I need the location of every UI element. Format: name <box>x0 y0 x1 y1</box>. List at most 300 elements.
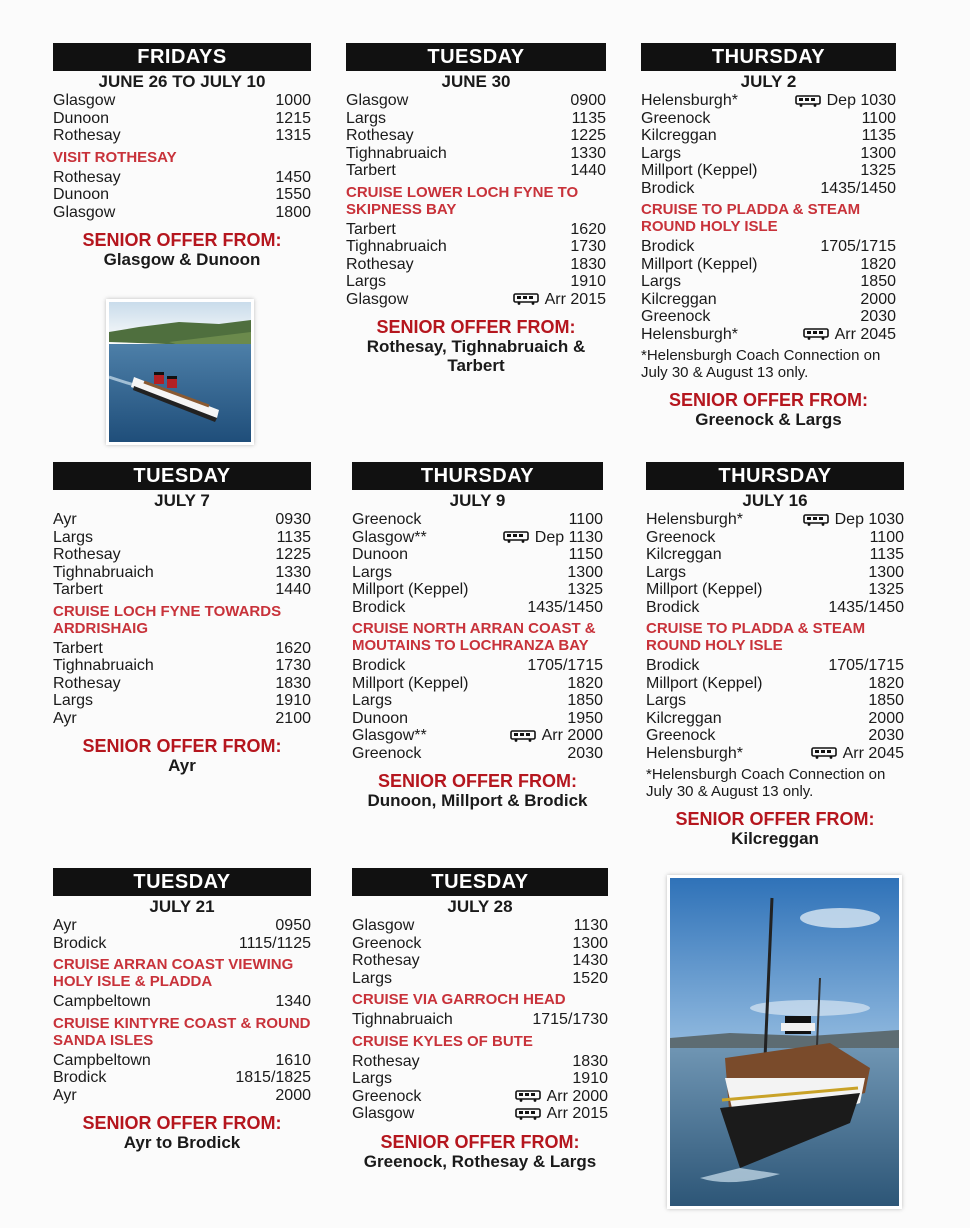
time-value: 1135 <box>276 528 311 546</box>
stop-name: Greenock <box>352 1087 422 1105</box>
paddle-steamer-at-sea-photo <box>109 302 251 442</box>
time-value: 2030 <box>567 744 603 762</box>
time-value: 0930 <box>275 511 311 528</box>
coach-icon <box>803 328 829 340</box>
senior-offer <box>352 1132 608 1171</box>
time-value: 1705/1715 <box>527 657 603 674</box>
stop-name: Ayr <box>53 511 77 528</box>
senior-offer-ports: Ayr <box>168 756 196 775</box>
stop-name: Campbeltown <box>53 993 151 1010</box>
time-cell <box>572 1070 608 1088</box>
stop-name: Greenock <box>352 744 422 762</box>
senior-offer-ports: Glasgow & Dunoon <box>103 250 261 269</box>
stop-name: Largs <box>646 563 687 581</box>
time-cell <box>862 110 896 128</box>
stop-name: Rothesay <box>346 127 414 144</box>
coach-note: *Helensburgh Coach Connection on July 30 & August 13 only. <box>646 766 886 800</box>
stop-name: Largs <box>646 692 687 709</box>
timetable-row <box>53 993 311 1011</box>
timetable-row <box>352 511 603 529</box>
timetable-row <box>352 727 603 745</box>
time-cell <box>868 675 904 693</box>
timetable-row <box>352 564 603 582</box>
section-thursday-july2 <box>641 43 896 429</box>
timetable-row <box>641 110 896 128</box>
time-cell <box>803 326 896 344</box>
senior-offer <box>352 771 603 810</box>
time-value: 1800 <box>275 203 311 221</box>
time-cell <box>870 546 904 564</box>
time-cell <box>870 529 904 547</box>
time-cell <box>275 511 311 529</box>
timetable-row <box>641 145 896 163</box>
time-cell <box>275 546 311 564</box>
time-value: 0950 <box>275 917 311 934</box>
time-value: 1300 <box>868 563 904 581</box>
time-value: 1815/1825 <box>235 1069 311 1086</box>
time-cell <box>795 92 896 110</box>
day-header: TUESDAY <box>346 43 606 71</box>
time-value: 2000 <box>860 290 896 308</box>
timetable-row <box>646 657 904 675</box>
time-value: 1715/1730 <box>532 1011 608 1028</box>
time-cell <box>275 993 311 1011</box>
stop-name: Rothesay <box>53 127 121 144</box>
coach-icon <box>513 293 539 305</box>
time-cell <box>570 127 606 145</box>
timetable-row <box>53 204 311 222</box>
time-cell <box>275 710 311 728</box>
senior-offer-ports: Greenock, Rothesay & Largs <box>363 1151 597 1171</box>
stop-name: Brodick <box>646 657 700 674</box>
stop-name: Dunoon <box>53 186 110 203</box>
time-value: 1850 <box>567 692 603 709</box>
date-heading: JULY 7 <box>154 491 210 510</box>
time-cell <box>515 1088 608 1106</box>
time-cell <box>275 675 311 693</box>
stop-name: Helensburgh* <box>641 92 738 109</box>
stop-name: Brodick <box>352 598 406 616</box>
time-value: 1435/1450 <box>828 598 904 616</box>
time-value: 1325 <box>868 581 904 598</box>
time-cell <box>828 657 904 675</box>
stop-name: Tarbert <box>53 581 103 598</box>
time-value: 1910 <box>275 692 311 709</box>
time-cell <box>275 692 311 710</box>
timetable-row <box>646 581 904 599</box>
time-cell <box>860 162 896 180</box>
time-cell <box>503 529 603 547</box>
date-heading: JUNE 26 TO JULY 10 <box>98 72 266 91</box>
date-heading: JULY 21 <box>149 897 215 916</box>
timetable-row <box>646 511 904 529</box>
stop-name: Glasgow <box>352 917 415 934</box>
time-value: 1620 <box>275 639 311 657</box>
time-cell <box>275 640 311 658</box>
senior-offer-ports: Kilcreggan <box>731 829 819 848</box>
section-tuesday-july21 <box>53 868 311 1152</box>
time-value: 1325 <box>860 162 896 179</box>
timetable-row <box>53 92 311 110</box>
time-cell <box>570 92 606 110</box>
time-value: 1135 <box>861 127 896 144</box>
coach-icon <box>803 514 829 526</box>
time-value: 1215 <box>275 109 311 127</box>
time-value: Arr 2045 <box>834 325 896 343</box>
timetable-row <box>346 221 606 239</box>
time-value: 1730 <box>570 238 606 255</box>
time-cell <box>570 221 606 239</box>
senior-offer-ports: Ayr to Brodick <box>123 1133 241 1152</box>
time-cell <box>570 238 606 256</box>
time-cell <box>860 145 896 163</box>
time-value: Arr 2000 <box>541 727 603 744</box>
timetable-row <box>53 186 311 204</box>
stop-name: Glasgow <box>352 1105 415 1122</box>
stop-name: Millport (Keppel) <box>646 674 763 692</box>
time-value: 1440 <box>570 162 606 179</box>
time-cell <box>567 581 603 599</box>
senior-offer <box>646 809 904 848</box>
timetable-row <box>53 710 311 728</box>
timetable-row <box>53 657 311 675</box>
time-value: 0900 <box>570 92 606 109</box>
section-tuesday-july28 <box>352 868 608 1171</box>
time-cell <box>570 162 606 180</box>
time-value: 1300 <box>860 144 896 162</box>
cruise-heading: CRUISE LOCH FYNE TOWARDS ARDRISHAIG <box>53 602 282 637</box>
stop-name: Glasgow <box>346 92 409 109</box>
timetable-row <box>646 564 904 582</box>
stop-name: Helensburgh* <box>641 325 738 343</box>
date-heading: JULY 2 <box>740 72 797 91</box>
time-value: 1850 <box>868 692 904 709</box>
time-value: 1440 <box>275 581 311 598</box>
time-cell <box>275 1052 311 1070</box>
time-cell <box>572 1053 608 1071</box>
stop-name: Rothesay <box>346 255 414 273</box>
senior-offer <box>53 1113 311 1152</box>
time-cell <box>868 564 904 582</box>
time-value: 1910 <box>572 1070 608 1087</box>
day-header: TUESDAY <box>352 868 608 896</box>
timetable-row <box>352 952 608 970</box>
time-value: 1135 <box>869 546 904 563</box>
timetable-row <box>53 1087 311 1105</box>
timetable-row <box>352 1011 608 1029</box>
time-cell <box>275 657 311 675</box>
timetable-row <box>53 581 311 599</box>
time-cell <box>567 675 603 693</box>
timetable-row <box>352 970 608 988</box>
coach-note: *Helensburgh Coach Connection on July 30 & August 13 only. <box>641 347 881 381</box>
timetable-row <box>641 127 896 145</box>
stop-name: Brodick <box>641 179 695 197</box>
time-cell <box>868 581 904 599</box>
time-cell <box>275 127 311 145</box>
time-value: 1435/1450 <box>527 598 603 616</box>
timetable-row <box>641 291 896 309</box>
timetable-row <box>352 546 603 564</box>
timetable-row <box>646 599 904 617</box>
stop-name: Largs <box>346 109 387 127</box>
time-cell <box>567 564 603 582</box>
time-value: 2000 <box>275 1086 311 1104</box>
time-value: 1330 <box>275 563 311 581</box>
cruise-heading: CRUISE KYLES OF BUTE <box>352 1032 533 1050</box>
time-cell <box>275 186 311 204</box>
timetable-row <box>346 291 606 309</box>
time-cell <box>868 710 904 728</box>
day-header: FRIDAYS <box>53 43 311 71</box>
date-heading: JULY 9 <box>449 491 506 510</box>
time-value: 1100 <box>869 528 904 546</box>
senior-offer-label: SENIOR OFFER FROM: <box>675 809 875 829</box>
stop-name: Ayr <box>53 709 77 727</box>
cruise-heading: CRUISE KINTYRE COAST & ROUND SANDA ISLES <box>53 1014 311 1049</box>
time-cell <box>510 727 603 745</box>
senior-offer-label: SENIOR OFFER FROM: <box>82 736 282 756</box>
stop-name: Brodick <box>53 1069 107 1086</box>
stop-name: Brodick <box>646 598 700 616</box>
time-value: 1100 <box>568 511 603 528</box>
time-value: 1225 <box>570 127 606 144</box>
timetable-row <box>346 127 606 145</box>
timetable-row <box>53 935 311 953</box>
stop-name: Millport (Keppel) <box>641 162 758 179</box>
timetable-row <box>346 162 606 180</box>
time-cell <box>570 256 606 274</box>
senior-offer-ports: Dunoon, Millport & Brodick <box>367 791 588 810</box>
day-header: TUESDAY <box>53 868 311 896</box>
date-heading: JULY 28 <box>447 897 513 916</box>
time-value: 1150 <box>568 546 603 563</box>
steamer-photo-small <box>106 299 254 445</box>
stop-name: Dunoon <box>352 709 409 727</box>
timetable-row <box>352 1053 608 1071</box>
day-header: THURSDAY <box>352 462 603 490</box>
time-cell <box>572 970 608 988</box>
timetable-row <box>641 273 896 291</box>
timetable-row <box>346 273 606 291</box>
time-cell <box>527 657 603 675</box>
stop-name: Tarbert <box>53 639 103 657</box>
time-value: 1820 <box>860 255 896 273</box>
time-cell <box>570 145 606 163</box>
stop-name: Glasgow <box>346 290 409 308</box>
timetable-row <box>352 935 608 953</box>
time-cell <box>275 917 311 935</box>
stop-name: Largs <box>346 273 387 290</box>
time-cell <box>820 238 896 256</box>
timetable-row <box>352 710 603 728</box>
time-value: 2100 <box>275 709 311 727</box>
time-value: 1330 <box>570 144 606 162</box>
time-cell <box>275 1087 311 1105</box>
time-value: 1730 <box>275 657 311 674</box>
time-value: Dep 1030 <box>834 511 904 528</box>
stop-name: Millport (Keppel) <box>352 581 469 598</box>
time-cell <box>868 692 904 710</box>
stop-name: Greenock <box>352 934 422 952</box>
timetable-row <box>346 238 606 256</box>
time-value: 1705/1715 <box>820 238 896 255</box>
timetable-row <box>641 180 896 198</box>
time-cell <box>803 511 904 529</box>
time-value: 1520 <box>572 969 608 987</box>
time-value: 1830 <box>572 1052 608 1070</box>
time-cell <box>275 169 311 187</box>
stop-name: Rothesay <box>53 546 121 563</box>
timetable-row <box>53 692 311 710</box>
paddle-steamer-bow-photo <box>670 878 899 1206</box>
time-value: 1830 <box>275 674 311 692</box>
time-value: Arr 2015 <box>546 1105 608 1122</box>
time-cell <box>811 745 904 763</box>
time-value: 1910 <box>570 273 606 290</box>
stop-name: Glasgow <box>53 92 116 109</box>
stop-name: Greenock <box>352 511 422 528</box>
stop-name: Millport (Keppel) <box>646 581 763 598</box>
time-value: Dep 1130 <box>534 528 603 546</box>
time-cell <box>275 581 311 599</box>
timetable-row <box>352 1070 608 1088</box>
senior-offer-label: SENIOR OFFER FROM: <box>378 771 577 791</box>
time-cell <box>572 110 606 128</box>
time-cell <box>574 917 608 935</box>
stop-name: Rothesay <box>53 168 121 186</box>
time-cell <box>860 256 896 274</box>
time-value: 1430 <box>572 952 608 969</box>
stop-name: Helensburgh* <box>646 511 743 528</box>
time-value: 1850 <box>860 273 896 290</box>
time-value: 1820 <box>567 674 603 692</box>
timetable-row <box>646 546 904 564</box>
timetable-row <box>646 692 904 710</box>
stop-name: Kilcreggan <box>641 127 717 144</box>
time-value: 1610 <box>275 1051 311 1069</box>
time-cell <box>275 564 311 582</box>
time-value: 1315 <box>275 127 311 144</box>
time-cell <box>532 1011 608 1029</box>
stop-name: Greenock <box>641 109 711 127</box>
time-cell <box>572 952 608 970</box>
timetable-row <box>641 238 896 256</box>
time-cell <box>860 308 896 326</box>
stop-name: Tighnabruaich <box>346 238 447 255</box>
timetable-row <box>646 675 904 693</box>
time-cell <box>235 1069 311 1087</box>
time-cell <box>862 127 896 145</box>
stop-name: Glasgow** <box>352 727 427 744</box>
stop-name: Ayr <box>53 1086 77 1104</box>
timetable-row <box>352 675 603 693</box>
senior-offer <box>53 230 311 269</box>
stop-name: Dunoon <box>352 546 409 563</box>
timetable-row <box>53 110 311 128</box>
cruise-heading: CRUISE TO PLADDA & STEAM ROUND HOLY ISLE <box>641 201 861 235</box>
time-value: 1130 <box>573 917 608 934</box>
stop-name: Kilcreggan <box>646 546 722 563</box>
stop-name: Millport (Keppel) <box>352 674 469 692</box>
stop-name: Ayr <box>53 917 77 934</box>
section-tuesday-july7 <box>53 462 311 775</box>
time-cell <box>567 745 603 763</box>
timetable-row <box>53 1069 311 1087</box>
cruise-heading: CRUISE ARRAN COAST VIEWING HOLY ISLE & PLADDA <box>53 956 294 990</box>
timetable-row <box>53 169 311 187</box>
date-heading: JUNE 30 <box>441 72 511 91</box>
stop-name: Largs <box>53 528 94 546</box>
time-value: 1325 <box>567 581 603 598</box>
senior-offer-label: SENIOR OFFER FROM: <box>82 230 282 250</box>
time-value: 1830 <box>570 255 606 273</box>
date-heading: JULY 16 <box>742 491 808 510</box>
time-cell <box>567 710 603 728</box>
time-value: Arr 2015 <box>544 290 606 308</box>
day-header: THURSDAY <box>646 462 904 490</box>
timetable-row <box>53 127 311 145</box>
time-value: Arr 2000 <box>546 1087 608 1105</box>
stop-name: Rothesay <box>53 674 121 692</box>
timetable-row <box>352 529 603 547</box>
time-cell <box>569 546 603 564</box>
stop-name: Millport (Keppel) <box>641 255 758 273</box>
time-value: 2030 <box>868 727 904 744</box>
timetable-row <box>641 308 896 326</box>
senior-offer <box>346 317 606 375</box>
cruise-heading: CRUISE NORTH ARRAN COAST & MOUTAINS TO LOCHRANZA BAY <box>352 620 596 654</box>
stop-name: Rothesay <box>352 1052 420 1070</box>
time-value: 1950 <box>567 709 603 727</box>
time-value: 1100 <box>861 109 896 127</box>
stop-name: Tighnabruaich <box>352 1011 453 1028</box>
time-cell <box>860 291 896 309</box>
time-value: 1000 <box>275 92 311 109</box>
stop-name: Tighnabruaich <box>53 657 154 674</box>
time-value: 1620 <box>570 220 606 238</box>
stop-name: Dunoon <box>53 109 110 127</box>
time-value: 1115/1125 <box>238 934 311 952</box>
senior-offer-label: SENIOR OFFER FROM: <box>376 317 576 337</box>
timetable-row <box>352 745 603 763</box>
time-cell <box>239 935 311 953</box>
coach-icon <box>515 1090 541 1102</box>
senior-offer <box>53 736 311 775</box>
time-cell <box>820 180 896 198</box>
time-value: 1450 <box>275 168 311 186</box>
senior-offer <box>641 390 896 429</box>
section-thursday-july9 <box>352 462 603 810</box>
time-value: 2000 <box>868 709 904 727</box>
timetable-row <box>641 326 896 344</box>
stop-name: Brodick <box>53 934 107 952</box>
stop-name: Largs <box>352 692 393 709</box>
timetable-row <box>53 529 311 547</box>
section-thursday-july16 <box>646 462 904 848</box>
steamer-photo-large <box>667 875 902 1209</box>
timetable-row <box>53 917 311 935</box>
time-cell <box>527 599 603 617</box>
stop-name: Largs <box>641 273 682 290</box>
stop-name: Tarbert <box>346 220 396 238</box>
time-value: 1820 <box>868 674 904 692</box>
time-cell <box>868 727 904 745</box>
timetable-row <box>352 581 603 599</box>
timetable-row <box>641 162 896 180</box>
timetable-row <box>53 564 311 582</box>
stop-name: Largs <box>352 1070 393 1087</box>
